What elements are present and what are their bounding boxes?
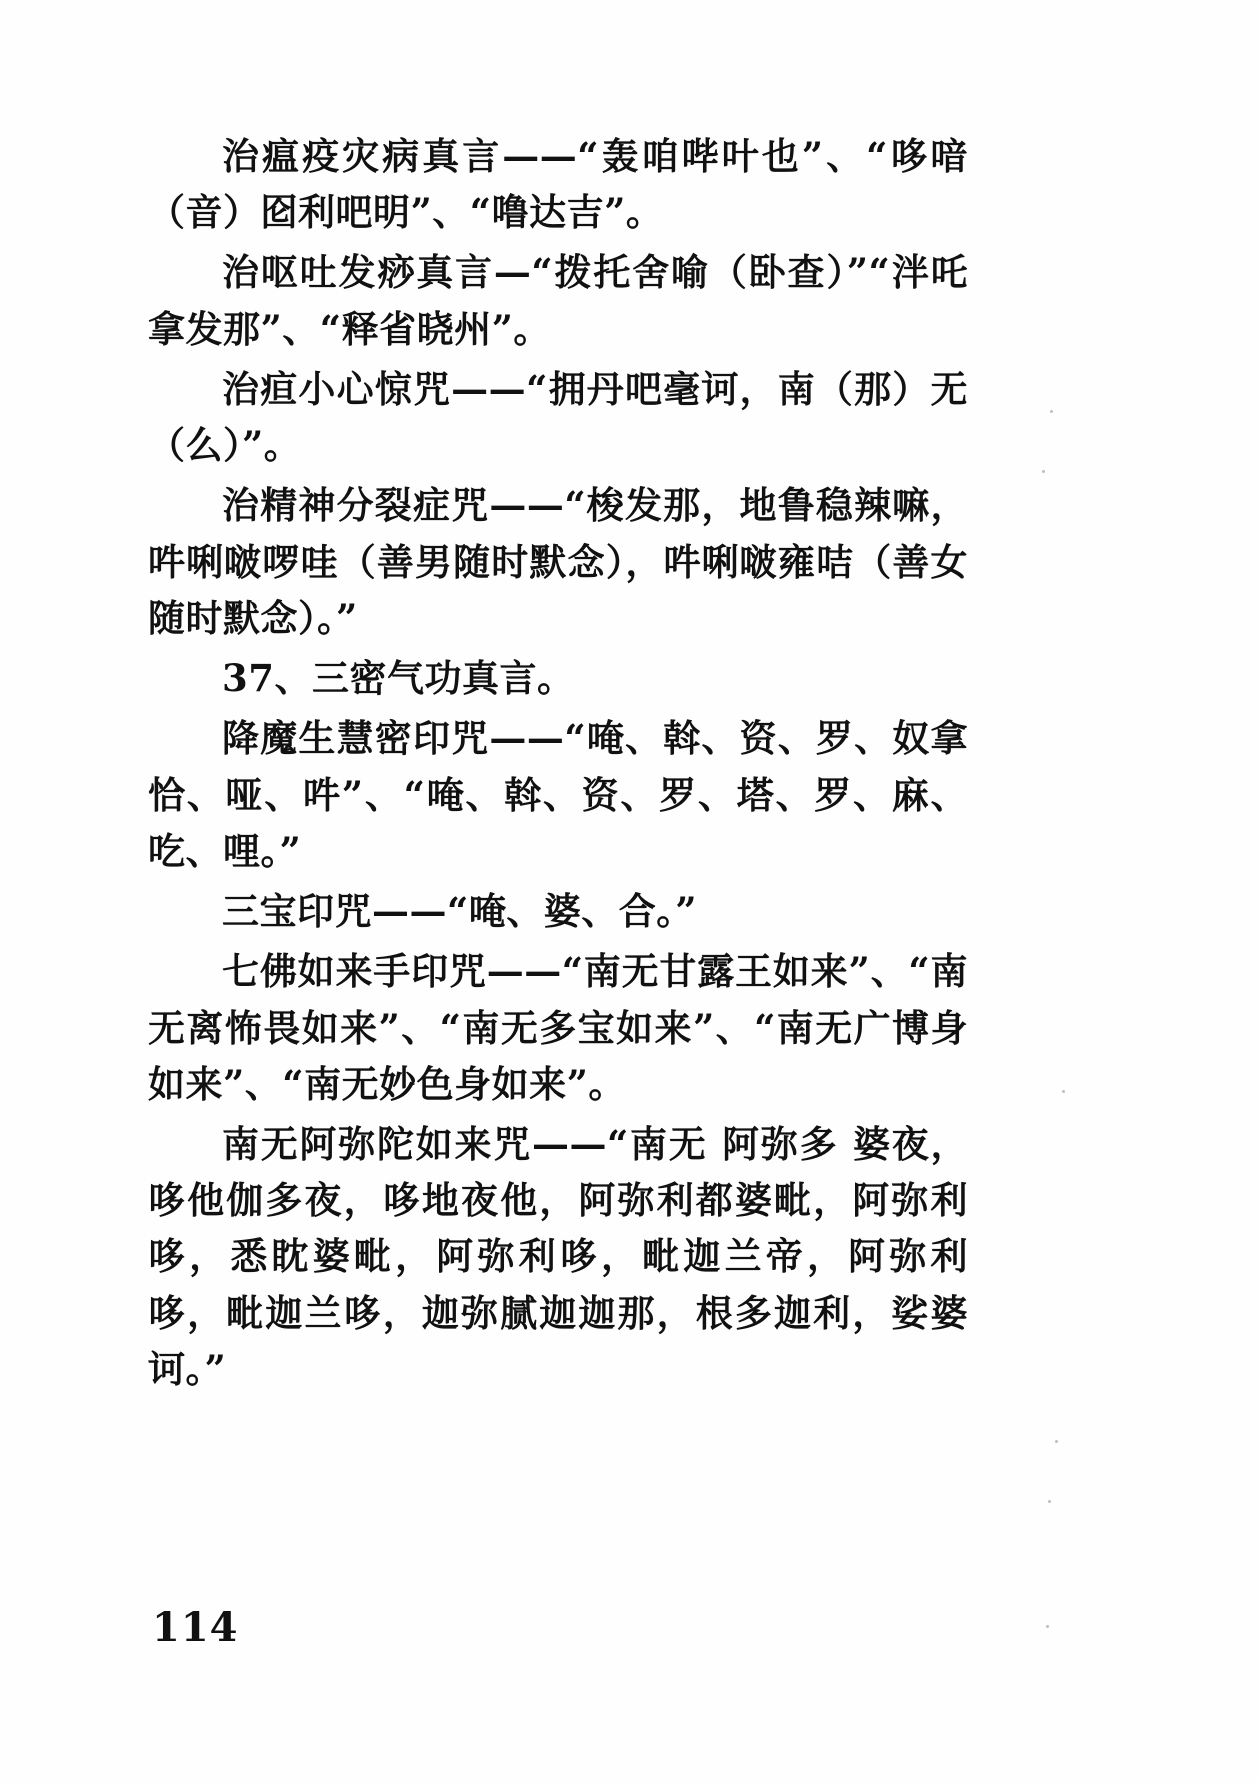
page-number: 114 (152, 1604, 239, 1651)
paragraph-seven-buddhas-mantra: 七佛如来手印咒——“南无甘露王如来”、“南无离怖畏如来”、“南无多宝如来”、“南无广博身如来”、“南无妙色身如来”。 (148, 949, 968, 1106)
page-body-text (148, 128, 968, 1401)
paragraph-amitabha-mantra: 南无阿弥陀如来咒——“南无 阿弥多 婆夜，哆他伽多夜，哆地夜他，阿弥利都婆毗，阿弥利哆，悉眈婆毗，阿弥利哆，毗迦兰帝，阿弥利哆，毗迦兰哆，迦弥腻迦迦那，根多迦利，娑婆诃。” (148, 1121, 968, 1391)
scan-speck (1050, 410, 1053, 413)
paragraph-three-treasures-mantra: 三宝印咒——“唵、婆、合。” (222, 889, 698, 934)
scan-speck (1042, 470, 1045, 473)
scan-speck (1062, 1090, 1065, 1093)
paragraph-section-heading-37: 37、三密气功真言。 (222, 656, 575, 701)
scan-speck (1046, 1625, 1049, 1628)
paragraph-vomiting-mantra: 治呕吐发痧真言—“拨托舍喻（卧查）”“泮吒拿发那”、“释省晓州”。 (148, 250, 968, 351)
paragraph-schizophrenia-mantra: 治精神分裂症咒——“梭发那，地鲁稳辣嘛，吽唎啵啰哇（善男随时默念），吽唎啵雍咭（善女随时默念）。” (148, 483, 968, 640)
paragraph-demon-subduing-mantra: 降魔生慧密印咒——“唵、斡、资、罗、奴拿恰、哑、吽”、“唵、斡、资、罗、塔、罗、麻、吃、哩。” (148, 716, 968, 873)
scan-speck (1048, 1500, 1051, 1503)
paragraph-jaundice-mantra: 治疸小心惊咒——“拥丹吧毫诃，南（那）无（么）”。 (148, 366, 968, 468)
paragraph-plague-mantra: 治瘟疫灾病真言——“轰咱哔叶也”、“哆喑（音）囵利吧明”、“噜达吉”。 (148, 134, 968, 235)
scan-speck (1055, 1440, 1058, 1443)
